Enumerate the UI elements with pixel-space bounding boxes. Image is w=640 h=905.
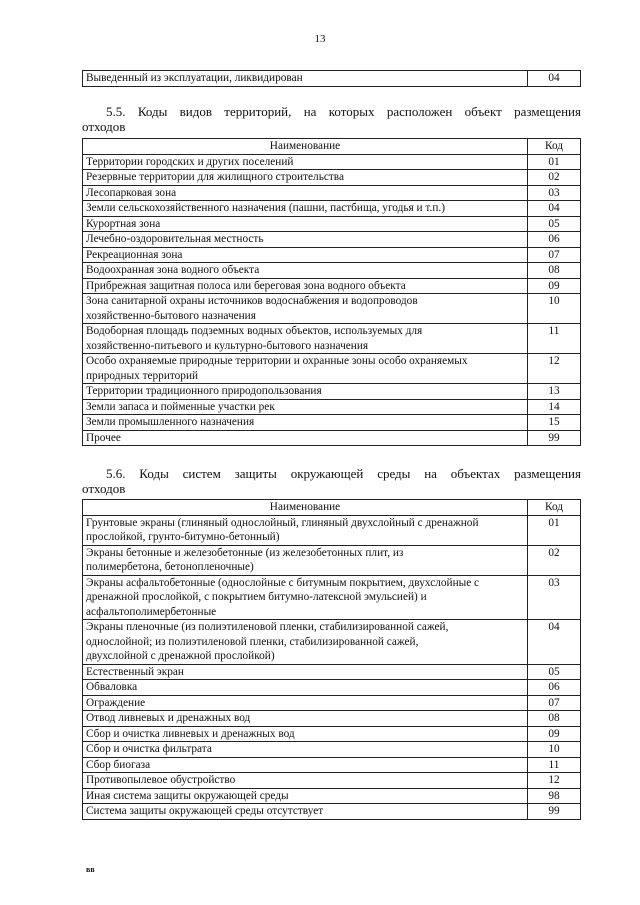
code-cell: 10 [528,742,581,758]
top-table [82,70,581,87]
section-heading-5-5 [82,104,581,134]
heading-line: отходов [82,119,126,134]
table-row [83,384,581,400]
code-cell: 15 [528,415,581,431]
code-cell: 12 [528,354,581,384]
table-row [83,247,581,263]
table-row [83,399,581,415]
table-header-row [83,500,581,516]
table-row [83,620,581,665]
name-cell [83,354,528,384]
code-cell: 08 [528,263,581,279]
heading-line: 5.6. Коды систем защиты окружающей среды на объектах размещения [106,466,581,481]
code-cell: 03 [528,575,581,620]
heading-line: 5.5. Коды видов территорий, на которых расположен объект размещения [106,104,581,119]
name-cell: Прибрежная защитная полоса или береговая зона водного объекта [83,278,528,294]
name-cell [83,575,528,620]
name-line: Особо охраняемые природные территории и охранные зоны особо охраняемых [86,355,468,367]
name-line: Грунтовые экраны (глиняный однослойный, глиняный двухслойный с дренажной [86,516,479,529]
name-cell: Водоохранная зона водного объекта [83,263,528,279]
table-row [83,430,581,446]
code-cell: 09 [528,726,581,742]
table-row [83,185,581,201]
code-cell: 01 [528,154,581,170]
table-row [83,695,581,711]
table-row [83,664,581,680]
name-line: Экраны асфальтобетонные (однослойные с битумным покрытием, двухслойные с [86,576,480,589]
table-row [83,545,581,575]
name-line: асфальтополимербетонные [86,605,217,618]
name-cell [83,515,528,545]
name-cell: Лечебно-оздоровительная местность [83,232,528,248]
code-cell: 14 [528,399,581,415]
name-cell: Обваловка [83,680,528,696]
name-line: Водоборная площадь подземных водных объектов, используемых для [86,325,423,337]
territory-codes-table [82,138,581,446]
name-cell: Естественный экран [83,664,528,680]
code-cell: 13 [528,384,581,400]
table-row [83,170,581,186]
table-row [83,742,581,758]
code-cell: 07 [528,247,581,263]
name-line: Экраны бетонные и железобетонные (из железобетонных плит, из [86,546,404,559]
page-number: 13 [314,33,326,45]
name-cell: Территории традиционного природопользования [83,384,528,400]
table-row [83,515,581,545]
table-row [83,415,581,431]
column-header-code: Код [528,500,581,516]
name-line: двухслойной с дренажной прослойкой) [86,650,275,662]
code-cell: 99 [528,430,581,446]
name-cell: Территории городских и других поселений [83,154,528,170]
code-cell: 99 [528,804,581,820]
table-row [83,294,581,324]
table-row [83,232,581,248]
name-cell: Лесопарковая зона [83,185,528,201]
name-cell: Ограждение [83,695,528,711]
name-cell: Земли сельскохозяйственного назначения (пашни, пастбища, угодья и т.п.) [83,201,528,217]
name-cell: Курортная зона [83,216,528,232]
code-cell: 11 [528,757,581,773]
name-line: хозяйственно-питьевого и культурно-бытового назначения [86,339,369,352]
code-cell: 04 [528,620,581,665]
name-cell: Противопылевое обустройство [83,773,528,789]
name-line: хозяйственно-бытового назначения [86,309,256,322]
code-cell: 02 [528,545,581,575]
code-cell: 98 [528,788,581,804]
table-row [83,216,581,232]
name-line: однослойной; из полиэтиленовой пленки, стабилизированной сажей, [86,635,419,648]
code-cell: 07 [528,695,581,711]
name-cell: Резервные территории для жилищного строительства [83,170,528,186]
table-row [83,711,581,727]
name-cell: Сбор и очистка ливневых и дренажных вод [83,726,528,742]
name-cell: Прочее [83,430,528,446]
code-cell: 12 [528,773,581,789]
table-row [83,773,581,789]
table-row [83,71,581,87]
protection-systems-table [82,499,581,820]
code-cell: 06 [528,232,581,248]
code-cell: 02 [528,170,581,186]
name-cell [83,294,528,324]
table-row [83,354,581,384]
table-row [83,278,581,294]
name-line: дренажной прослойкой, с покрытием битумно-латексной эмульсией) и [86,591,427,603]
footer-mark: вв [86,865,95,874]
code-cell: 04 [528,71,581,87]
table-row [83,201,581,217]
name-cell [83,324,528,354]
code-cell: 05 [528,216,581,232]
name-cell: Отвод ливневых и дренажных вод [83,711,528,727]
column-header-name: Наименование [83,139,528,155]
code-cell: 04 [528,201,581,217]
section-heading-5-6 [82,466,581,496]
table-row [83,804,581,820]
table-row [83,680,581,696]
name-cell: Выведенный из эксплуатации, ликвидирован [83,71,528,87]
code-cell: 09 [528,278,581,294]
name-line: Экраны пленочные (из полиэтиленовой пленки, стабилизированной сажей, [86,621,449,633]
code-cell: 03 [528,185,581,201]
name-cell: Рекреационная зона [83,247,528,263]
name-cell: Система защиты окружающей среды отсутствует [83,804,528,820]
name-line: полимербетона, бетонопленочные) [86,561,254,573]
name-cell: Сбор и очистка фильтрата [83,742,528,758]
heading-line: отходов [82,481,126,496]
name-cell [83,545,528,575]
code-cell: 06 [528,680,581,696]
table-row [83,788,581,804]
table-row [83,154,581,170]
table-row [83,726,581,742]
table-header-row [83,139,581,155]
name-cell: Земли промышленного назначения [83,415,528,431]
name-line: прослойкой, грунто-битумно-бетонный) [86,531,280,543]
column-header-code: Код [528,139,581,155]
code-cell: 10 [528,294,581,324]
code-cell: 11 [528,324,581,354]
name-cell: Земли запаса и пойменные участки рек [83,399,528,415]
name-cell: Сбор биогаза [83,757,528,773]
column-header-name: Наименование [83,500,528,516]
table-row [83,575,581,620]
code-cell: 01 [528,515,581,545]
table-row [83,757,581,773]
code-cell: 08 [528,711,581,727]
code-cell: 05 [528,664,581,680]
name-cell [83,620,528,665]
name-cell: Иная система защиты окружающей среды [83,788,528,804]
name-line: Зона санитарной охраны источников водоснабжения и водопроводов [86,295,418,307]
table-row [83,324,581,354]
table-row [83,263,581,279]
name-line: природных территорий [86,369,199,382]
